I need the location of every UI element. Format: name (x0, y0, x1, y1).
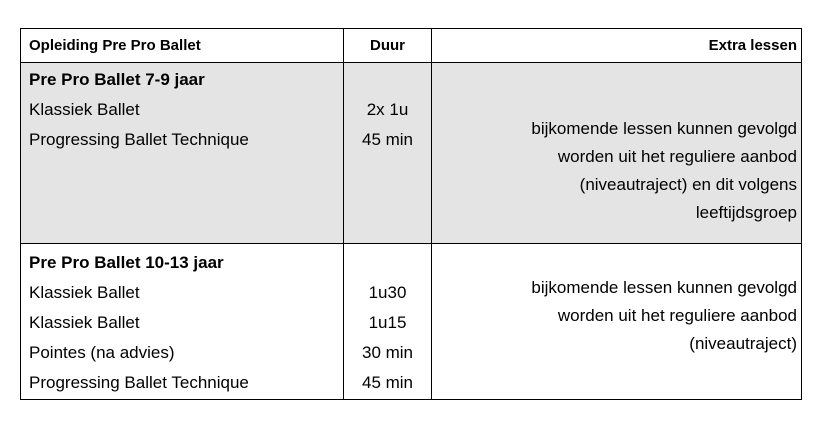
duration-list (344, 65, 431, 155)
extra-line: bijkomende lessen kunnen gevolgd (531, 278, 797, 297)
course-name: Klassiek Ballet (29, 100, 140, 119)
header-extra-lessen: Extra lessen (708, 37, 797, 54)
extra-lessons-text (437, 274, 797, 358)
extra-line: worden uit het reguliere aanbod (557, 147, 797, 166)
extra-line: bijkomende lessen kunnen gevolgd (531, 119, 797, 138)
course-duration: 1u30 (368, 283, 407, 302)
course-duration: 45 min (361, 373, 414, 392)
course-duration: 2x 1u (366, 100, 409, 119)
course-name: Progressing Ballet Technique (29, 130, 249, 149)
course-name: Pointes (na advies) (29, 343, 175, 362)
extra-line: (niveautraject) en dit volgens (579, 175, 797, 194)
group-title: Pre Pro Ballet 10-13 jaar (29, 253, 224, 272)
extra-line: worden uit het reguliere aanbod (557, 306, 797, 325)
header-duur: Duur (370, 37, 405, 54)
course-duration: 30 min (361, 343, 414, 362)
group-title: Pre Pro Ballet 7-9 jaar (29, 70, 205, 89)
course-list (29, 65, 339, 155)
duration-list (344, 248, 431, 398)
header-opleiding: Opleiding Pre Pro Ballet (29, 37, 201, 54)
extra-line: leeftijdsgroep (695, 203, 797, 222)
extra-line: (niveautraject) (689, 334, 797, 353)
table-row-group-10-13 (21, 244, 801, 399)
program-table (20, 28, 802, 400)
table-row-group-7-9 (21, 63, 801, 244)
course-name: Klassiek Ballet (29, 283, 140, 302)
course-duration: 1u15 (368, 313, 407, 332)
course-name: Klassiek Ballet (29, 313, 140, 332)
course-duration: 45 min (361, 130, 414, 149)
column-divider (431, 29, 432, 62)
table-header-row (21, 29, 801, 63)
course-name: Progressing Ballet Technique (29, 373, 249, 392)
course-list (29, 248, 339, 398)
extra-lessons-text (437, 115, 797, 227)
column-divider (431, 63, 432, 243)
column-divider (431, 244, 432, 399)
